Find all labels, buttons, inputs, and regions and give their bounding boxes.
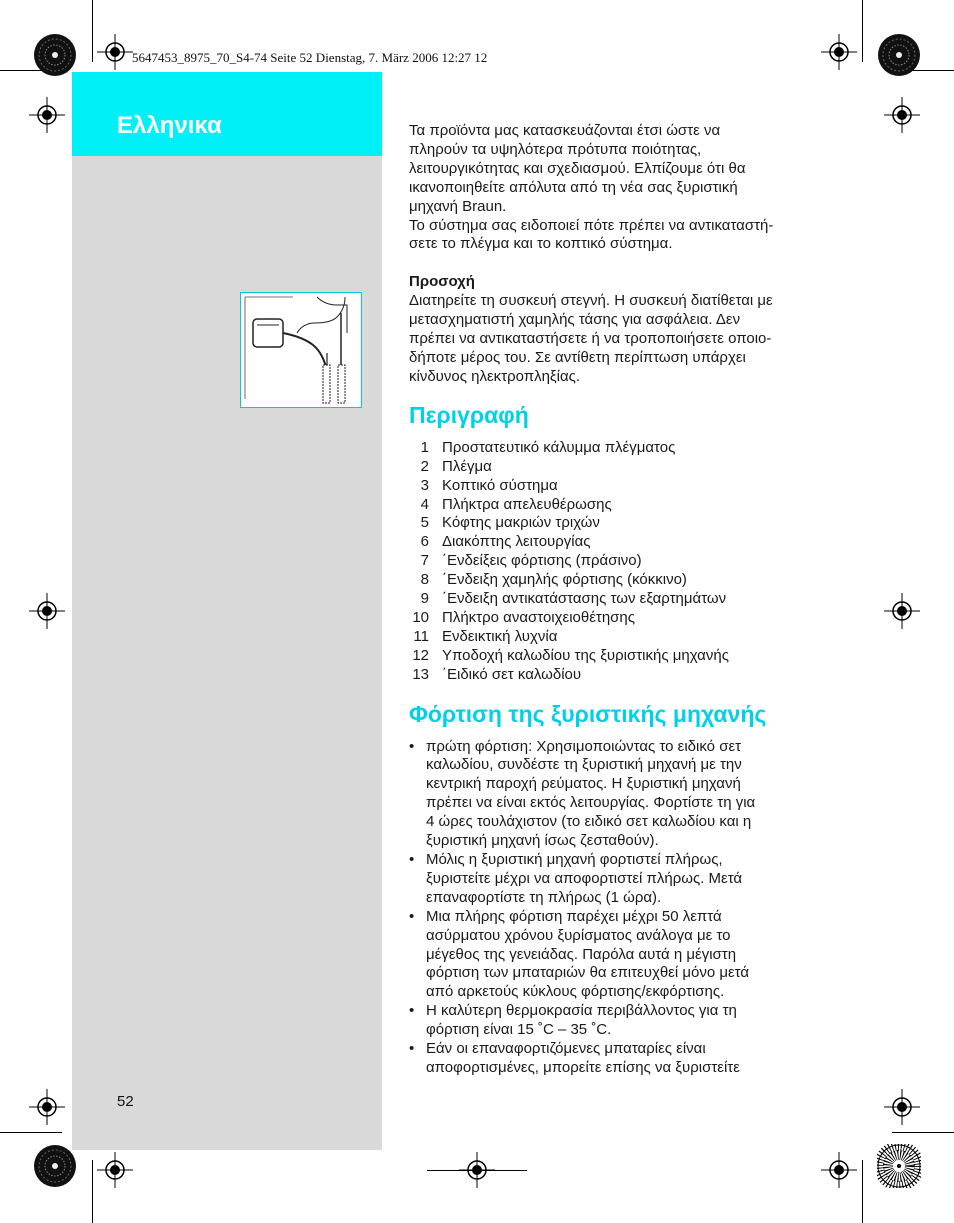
text-line: ξυριστική μηχανή ίσως ζεσταθούν). xyxy=(426,832,659,850)
item-number: 11 xyxy=(413,627,429,645)
list-item xyxy=(409,533,849,552)
list-item xyxy=(409,439,849,458)
registration-mark-icon xyxy=(884,1089,920,1125)
text-line: Εάν οι επαναφορτιζόμενες μπαταρίες είναι xyxy=(426,1040,706,1058)
bullet-icon: • xyxy=(409,1002,415,1020)
list-item xyxy=(409,477,849,496)
trim-mark xyxy=(862,1160,863,1223)
bullet-item xyxy=(409,1040,849,1078)
text-line: ικανοποιηθείτε απόλυτα από τη νέα σας ξυριστική xyxy=(409,178,738,196)
item-text: Κόφτης μακριών τριχών xyxy=(442,514,600,532)
bullet-item xyxy=(409,908,849,1003)
bullet-item xyxy=(409,738,849,851)
text-line: πληρούν τα υψηλότερα πρότυπα ποιότητας, xyxy=(409,140,702,158)
text-line: από αρκετούς κύκλους φόρτισης/εκφόρτισης. xyxy=(426,983,725,1001)
item-number: 10 xyxy=(412,608,429,626)
text-line: λειτουργικότητας και σχεδιασμού. Ελπίζουμε ότι θα xyxy=(409,159,746,177)
item-text: Πλήκτρα απελευθέρωσης xyxy=(442,495,612,513)
text-line: αποφορτισμένες, μπορείτε επίσης να ξυριστείτε xyxy=(426,1058,740,1076)
list-item xyxy=(409,552,849,571)
charging-bullets xyxy=(409,738,849,1078)
text-line: δήποτε μέρος του. Σε αντίθετη περίπτωση υπάρχει xyxy=(409,348,746,366)
item-text: Ενδεικτική λυχνία xyxy=(442,627,558,645)
text-line: ασύρματου χρόνου ξυρίσματος ανάλογα με το xyxy=(426,926,731,944)
registration-mark-icon xyxy=(821,34,857,70)
bullet-icon: • xyxy=(409,1040,415,1058)
page-title: Ελληνικα xyxy=(117,112,222,139)
trim-mark xyxy=(92,1160,93,1223)
registration-mark-icon xyxy=(884,97,920,133)
main-content xyxy=(409,122,849,1078)
parts-list xyxy=(409,439,849,685)
item-text: Πλέγμα xyxy=(442,457,492,475)
item-number: 3 xyxy=(420,476,429,494)
text-line: επαναφορτίστε τη πλήρως (1 ώρα). xyxy=(426,888,662,906)
item-text: ΄Ενδειξη αντικατάστασης των εξαρτημάτων xyxy=(442,590,727,608)
item-number: 9 xyxy=(420,590,429,608)
color-rosette-icon xyxy=(877,33,921,77)
registration-mark-icon xyxy=(884,593,920,629)
item-number: 4 xyxy=(420,495,429,513)
item-number: 8 xyxy=(420,571,429,589)
registration-mark-icon xyxy=(29,593,65,629)
text-line: πρέπει να είναι εκτός λειτουργίας. Φορτίστε τη για xyxy=(426,794,756,812)
list-item xyxy=(409,514,849,533)
print-header: 5647453_8975_70_S4-74 Seite 52 Dienstag, 7. März 2006 12:27 12 xyxy=(132,50,488,65)
charging-heading: Φόρτιση της ξυριστικής μηχανής xyxy=(409,700,767,727)
text-line: καλωδίου, συνδέστε τη ξυριστική μηχανή με την xyxy=(426,756,742,774)
color-rosette-icon xyxy=(33,1144,77,1188)
text-line: σετε το πλέγμα και το κοπτικό σύστημα. xyxy=(409,235,673,253)
registration-mark-icon xyxy=(29,1089,65,1125)
intro-paragraph xyxy=(409,122,849,254)
item-text: Διακόπτης λειτουργίας xyxy=(442,533,591,551)
list-item xyxy=(409,609,849,628)
list-item xyxy=(409,666,849,685)
item-text: ΄Ενδειξη χαμηλής φόρτισης (κόκκινο) xyxy=(442,571,687,589)
text-line: Διατηρείτε τη συσκευή στεγνή. Η συσκευή διατίθεται με xyxy=(409,292,773,310)
list-item xyxy=(409,496,849,515)
text-line: Μόλις η ξυριστική μηχανή φορτιστεί πλήρως, xyxy=(426,851,723,868)
item-number: 7 xyxy=(420,552,429,570)
warning-title: Προσοχή xyxy=(409,273,475,291)
text-line: Μια πλήρης φόρτιση παρέχει μέχρι 50 λεπτά xyxy=(426,907,722,925)
list-item xyxy=(409,628,849,647)
text-line: πρώτη φόρτιση: Χρησιμοποιώντας το ειδικό σετ xyxy=(426,737,742,755)
text-line: κίνδυνος ηλεκτροπληξίας. xyxy=(409,367,581,385)
item-number: 12 xyxy=(412,646,429,664)
list-item xyxy=(409,458,849,477)
plug-and-shaver-drawing xyxy=(241,293,361,407)
text-line: φόρτιση των μπαταριών θα επιτευχθεί μόνο μετά xyxy=(426,964,750,982)
starburst-rosette-icon xyxy=(877,1144,921,1188)
page-number: 52 xyxy=(117,1093,134,1110)
text-line: φόρτιση είναι 15 ˚C – 35 ˚C. xyxy=(426,1021,612,1039)
text-line: μέγεθος της γενειάδας. Παρόλα αυτά η μέγιστη xyxy=(426,945,737,963)
item-text: Υποδοχή καλωδίου της ξυριστικής μηχανής xyxy=(442,646,729,664)
trim-mark xyxy=(0,1132,62,1133)
item-number: 1 xyxy=(420,438,429,456)
bullet-item xyxy=(409,1002,849,1040)
bullet-icon: • xyxy=(409,851,415,868)
item-text: Προστατευτικό κάλυμμα πλέγματος xyxy=(442,438,676,456)
registration-mark-icon xyxy=(97,34,133,70)
text-line: μετασχηματιστή χαμηλής τάσης για ασφάλεια. Δεν xyxy=(409,311,741,329)
text-line: ξυριστείτε μέχρι να αποφορτιστεί πλήρως. Μετά xyxy=(426,869,743,887)
item-text: Πλήκτρο αναστοιχειοθέτησης xyxy=(442,608,635,626)
registration-mark-icon xyxy=(821,1152,857,1188)
list-item xyxy=(409,647,849,666)
item-number: 6 xyxy=(420,533,429,551)
trim-mark xyxy=(862,0,863,62)
sidebar-panel xyxy=(72,72,382,1150)
text-line: Το σύστημα σας ειδοποιεί πότε πρέπει να αντικαταστή- xyxy=(409,216,774,234)
registration-mark-icon xyxy=(97,1152,133,1188)
registration-mark-icon xyxy=(29,97,65,133)
warning-block xyxy=(409,273,849,386)
text-line: μηχανή Braun. xyxy=(409,197,507,215)
bullet-icon: • xyxy=(409,737,415,755)
bullet-item xyxy=(409,851,849,908)
list-item xyxy=(409,590,849,609)
text-line: 4 ώρες τουλάχιστον (το ειδικό σετ καλωδίου και η xyxy=(426,813,752,831)
registration-mark-icon xyxy=(459,1152,495,1188)
charging-illustration xyxy=(240,292,362,408)
list-item xyxy=(409,571,849,590)
trim-mark xyxy=(892,1132,954,1133)
text-line: Η καλύτερη θερμοκρασία περιβάλλοντος για τη xyxy=(426,1002,737,1020)
text-line: πρέπει να αντικαταστήσετε ή να τροποποιήσετε οποιο- xyxy=(409,330,772,348)
item-text: ΄Ειδικό σετ καλωδίου xyxy=(442,665,582,683)
color-rosette-icon xyxy=(33,33,77,77)
text-line: κεντρική παροχή ρεύματος. Η ξυριστική μηχανή xyxy=(426,775,741,793)
description-heading: Περιγραφή xyxy=(409,401,529,428)
item-number: 2 xyxy=(420,457,429,475)
trim-mark xyxy=(92,0,93,62)
item-text: Κοπτικό σύστημα xyxy=(442,476,558,494)
item-number: 13 xyxy=(412,665,429,683)
text-line: Τα προϊόντα μας κατασκευάζονται έτσι ώστε να xyxy=(409,122,721,139)
bullet-icon: • xyxy=(409,907,415,925)
item-number: 5 xyxy=(420,514,429,532)
item-text: ΄Ενδείξεις φόρτισης (πράσινο) xyxy=(442,552,642,570)
